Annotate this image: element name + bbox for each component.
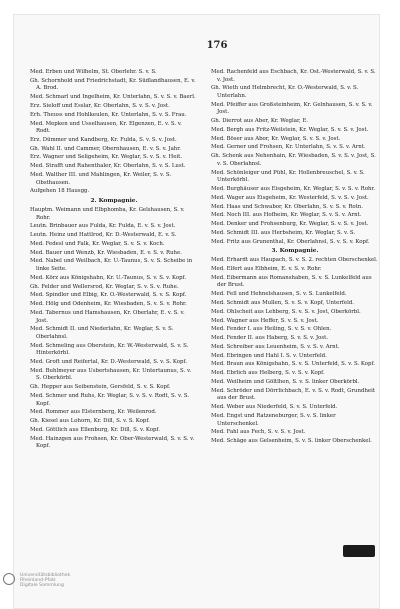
list-item: Med. Rommer aus Elsternberg, Kr. Weilenrod. xyxy=(30,409,157,416)
list-item: Med. Fritz aus Grunenthal, Kr. Oberlahnsl, S. v. S. v. Kopf. xyxy=(211,238,370,245)
list-item: Med. Elfert aus Elbheim, E. v. S. v. Rohr. xyxy=(211,266,322,273)
list-item: Med. Engst und Ratzeneburger, S. v. S. linker Unterschenkel. xyxy=(211,412,338,427)
list-item: Med. Groft und Reifertal, Kr. D.-Westerwald, S. v. S. Kopf. xyxy=(30,359,187,366)
list-item: Med. Wager aus Eisgeheim, Kr. Westerfeld, S. v. S. v. Jost. xyxy=(211,194,369,201)
watermark-line-2: Rheinland-Pfalz xyxy=(20,578,56,583)
list-item: Med. Fender I. aus Heiling, S. v. S. v. Ohlen. xyxy=(211,326,332,333)
section-heading: 2. Kompagnie. xyxy=(90,197,138,204)
list-item: Med. Buhlmeyer aus Usbertshausen, Kr. Untertaunus, S. v. S. Oberkörbl. xyxy=(30,367,193,382)
list-item: Gh. Kiesel aus Lohorn, Kr. Dill, S. v. S. Kopf. xyxy=(30,418,150,425)
list-item: Med. Fender II. aus Haberg, S. v. S. v. Jost. xyxy=(211,335,329,342)
list-item: Erz. Wagner und Seligeheim, Kr. Weglar, S. v. S. v. Heit. xyxy=(30,154,183,161)
list-item: Med. Nabel und Weilbach, Kr. U.-Taunus, S. v. S. Scheibe in linke Seite. xyxy=(30,258,194,273)
library-logo-icon xyxy=(3,573,15,585)
library-watermark xyxy=(0,570,92,588)
list-item: Gh. Schenk aus Nehenhain, Kr. Wiesbaden, S. v. S. v. Jost, S. v. S. Oberlahnsl. xyxy=(211,153,378,167)
list-item: Med. Fedesl und Falk, Kr. Weglar, S. v. S. v. Koch. xyxy=(30,240,165,247)
list-item: Leutn. Brinbauer aus Fulda, Kr. Fulda, E. v. S. v. Jost. xyxy=(30,223,176,230)
list-item: Erh. Theuss und Hohlkeulen, Kr. Unterlahn, S. v. S. Frau. xyxy=(30,111,187,118)
list-item: Med. Bauer und Wenzb, Kr. Wiesbaden, E. v. S. v. Ruhe. xyxy=(30,249,182,256)
list-item: Gh. Dierrot aus Aber, Kr. Weglar, E. xyxy=(211,118,309,125)
list-item: Med. Rachenfeld aus Eschbach, Kr. Ost.-Westerwald, S. v. S. v. Jost. xyxy=(211,69,378,83)
list-item: Med. Fell und Hehnelshausen, S. v. S. Lunkelfeld. xyxy=(211,291,347,298)
list-item: Med. Haas und Schwabor, Kr. Oberlahn, S. v. S. v. Rotn. xyxy=(211,203,363,210)
list-item: Med. Göttlich aus Ellenburg, Kr. Dill, S. v. Kopf. xyxy=(30,426,160,433)
list-item: Med. Eibermann aus Romanshaben, S. v. S. Lunkelfeld aus der Brust. xyxy=(211,274,374,289)
list-item: Med. Schmer und Ruhs, Kr. Weglar, S. v. S. v. Rodt, S. v. S. Kopf. xyxy=(30,393,191,407)
list-item: Med. Weber aus Niederfeld, S. v. S. Unterfeld. xyxy=(211,404,338,411)
list-item: Med. Mepken und Usselhausen, Kr. Elgenzen, E. v. S. v. Rodt. xyxy=(30,120,184,135)
list-item: Med. Schröder und Dörrlichbach, E. v. S. v. Rodt, Grundheit aus der Brust. xyxy=(211,387,377,402)
list-item: Leutn. Heinz und Hattlrod, Kr. D.-Westerwald, E. v. S. xyxy=(30,232,177,239)
list-item: Med. Erben und Wilhelm, St. Oberlehr. S. v. S. xyxy=(30,69,157,75)
list-item: Med. Tabernus und Hamshausen, Kr. Oberlahr, E. v. S. v. Jost. xyxy=(30,309,187,324)
list-item: Med. Schmidt III. aus Herbsheim, Kr. Weglar, S. v. S. xyxy=(211,229,356,236)
list-item: Med. Burghäuser aus Eisgeheim, Kr. Weglar, S. v. S. v. Rohr. xyxy=(211,186,376,192)
list-item: Gh. Wahl II. und Cammer, Obernhausen, E. v. S. v. Jahr. xyxy=(30,145,181,152)
list-item: Med. Ebrlich aus Helberg, S. v. S. v. Kopf. xyxy=(211,370,325,377)
list-item: Erz. Sieloff und Esslar, Kr. Oberlahn, S. v. S. v. Jost. xyxy=(30,102,170,109)
list-item: Med. Schäge aus Gelsenheim, S. v. S. linker Oberschenkel. xyxy=(211,438,372,445)
list-item: Med. Gerner und Frohsen, Kr. Unterlahn, S. v. S. v. Arnt. xyxy=(211,144,366,151)
list-item: Med. Denker und Frohsenburg, Kr. Weglar, S. v. S. v. Jost. xyxy=(211,221,369,228)
list-item: Aufgehen 18 Hausgg. xyxy=(30,188,90,195)
list-item: Med. Braun aus Königshahn, S. v. S. Unterfeld, S. v. S. Kopf. xyxy=(211,361,375,368)
list-item: Med. Bergh aus Fritz-Weilstein, Kr. Weglar, S. v. S. v. Jost. xyxy=(211,126,369,133)
page-number: 176 xyxy=(206,40,228,51)
list-item: Med. Schmeling aus Oberstein, Kr. W.-Westerwald, S. v. S. Hinterkörbl. xyxy=(30,342,191,357)
list-item: Med. Böser aus Abor, Kr. Weglar, S. v. S. v. Jost. xyxy=(211,135,341,142)
section-heading: 3. Kompagnie. xyxy=(271,248,319,255)
watermark-line-3: Digitale Sammlung xyxy=(20,583,64,588)
list-item: Med. Schmidt aus Mullen, S. v. S. v. Kopf, Unterfeld. xyxy=(211,300,354,306)
list-item: Med. Schreiber aus Leuenheim, S. v. S. v. Arnt. xyxy=(211,343,340,350)
list-item: Med. Fahl aus Fech, S. v. S. v. Jost. xyxy=(211,429,306,436)
list-item: Med. Pfeiffer aus Großsteinheim, Kr. Gelnhausen, S. v. S. v. Jost. xyxy=(211,101,375,116)
list-item: Gh. Schornhold und Friedrichstadt, Kr. Südlandhausen, E. v. A. Brod. xyxy=(30,77,198,92)
list-item: Gh. Wieth und Helmbrecht, Kr. O.-Westerwald, S. v. S. Unterlahn. xyxy=(211,85,360,99)
list-item: Med. Erhardt aus Haupach, S. v. S. 2. rechten Oberschenkel. xyxy=(211,257,378,264)
list-item: Med. Schönleiger und Pühl, Kr. Hollenbreuschel, S. v. S. Unterkörbl. xyxy=(211,169,367,184)
list-item: Med. Körz aus Königshahn, Kr. U.-Taunus, S. v. S. v. Kopf. xyxy=(30,274,187,281)
list-item: Med. Hainzgen aus Frohsen, Kr. Ober-Westerwald, S. v. S. v. Kopf. xyxy=(30,435,196,450)
list-item: Med. Schmidt II. und Niederlahn, Kr. Weglar, S. v. S. Oberlahnsl. xyxy=(30,326,176,340)
list-item: Med. Noch III. aus Hofheim, Kr. Weglar, S. v. S. v. Arnt. xyxy=(211,212,362,219)
list-item: Med. Schmarl und Ingelheim, Kr. Unterlahn, S. v. S. v. Baerl. xyxy=(30,94,196,101)
left-column xyxy=(30,69,198,452)
list-item: Med. Wagner aus Heffer, S. v. S. v. Jost. xyxy=(211,317,319,324)
list-item: Hauptm. Weimann und Elbphomba, Kr. Gelshausen, S. v. Rohr. xyxy=(30,206,187,221)
right-column xyxy=(211,69,379,447)
watermark-line-1: Universitätsbibliothek xyxy=(20,573,71,578)
list-item: Med. Weilheim und Göltlhen, S. v. S. linker Oberkörbl. xyxy=(211,379,360,386)
list-item: Gh. Felder und Wellersrod, Kr. Weglar, S. v. S. v. Ruhe. xyxy=(30,283,179,290)
list-item: Med. Strafft und Rahenthaler, Kr. Oberlahn, S. v. S. Lust. xyxy=(30,163,186,170)
list-item: Med. Spindler und Elbig, Kr. O.-Westerwald, S. v. S. Kopf. xyxy=(30,292,187,299)
list-item: Med. Walther III. und Mahlingen, Kr. Weiler, S. v. S. Obsthausen. xyxy=(30,172,173,186)
list-item: Med. Ohlscheit aus Lehberg, S. v. S. v. Jost, Oberkörbl. xyxy=(211,308,361,315)
list-item: Erz. Dümmer und Kandberg, Kr. Fulda, S. v. S. v. Jost. xyxy=(30,136,177,143)
scan-marker xyxy=(343,545,375,557)
list-item: Gh. Hepper aus Seibenstein, Gersfeld, S. v. S. Kopf. xyxy=(30,384,171,391)
list-item: Med. Hölg und Odenheim, Kr. Wiesbaden, S. v. S. v. Rohr. xyxy=(30,301,187,308)
list-item: Med. Ebringen und Hahl I. S. v. Unterfeld. xyxy=(211,352,327,359)
